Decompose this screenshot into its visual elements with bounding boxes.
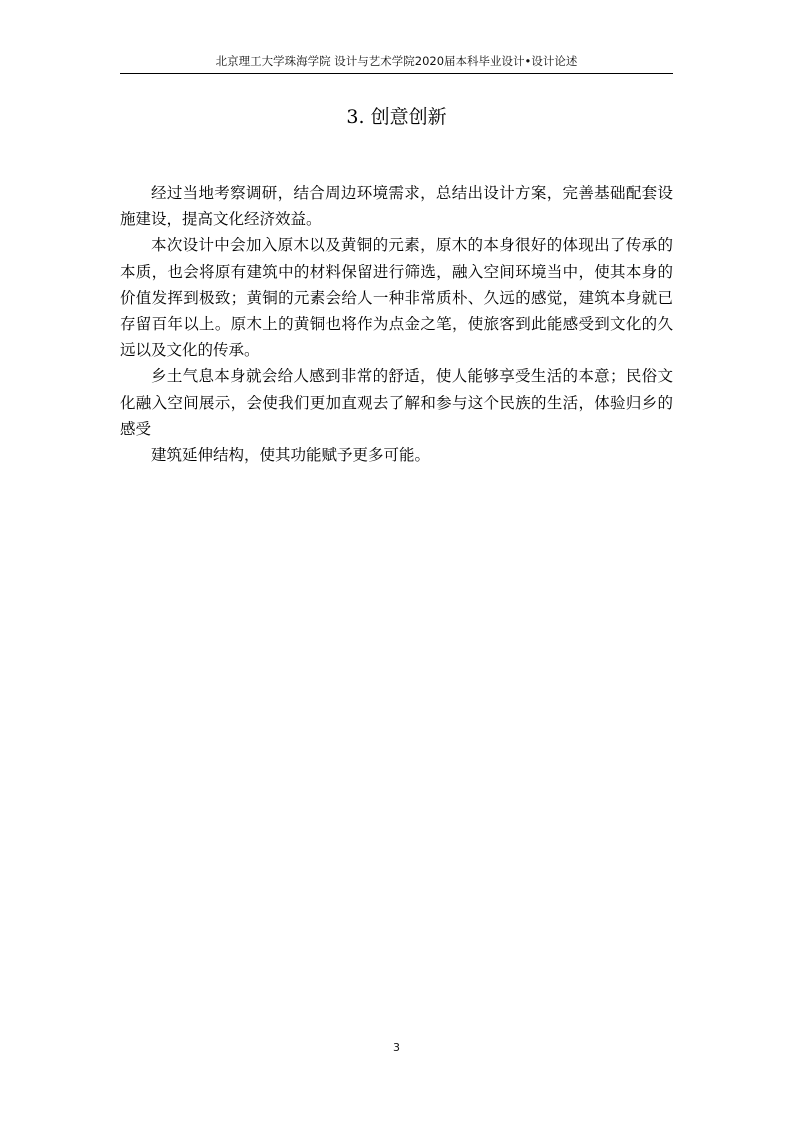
- section-title: 3. 创意创新: [346, 106, 447, 128]
- paragraph-materials: 本次设计中会加入原木以及黄铜的元素，原木的本身很好的体现出了传承的本质，也会将原有建筑中的材料保留进行筛选，融入空间环境当中，使其本身的价值发挥到极致；黄铜的元素会给人一种非常质朴、久远的感觉，建筑本身就已存留百年以上。原木上的黄铜也将作为点金之笔，使旅客到此能感受到文化的久远以及文化的传承。: [120, 236, 673, 360]
- header-divider: [120, 73, 673, 74]
- paragraph-folk-culture: 乡土气息本身就会给人感到非常的舒适，使人能够享受生活的本意；民俗文化融入空间展示，会使我们更加直观去了解和参与这个民族的生活，体验归乡的感受: [120, 367, 673, 438]
- paragraph-structure: 建筑延伸结构，使其功能赋予更多可能。: [151, 446, 431, 465]
- page-number: 3: [393, 1041, 400, 1054]
- paragraph-design-plan: 经过当地考察调研，结合周边环境需求，总结出设计方案，完善基础配套设施建设，提高文化经济效益。: [120, 184, 673, 229]
- body-text: [120, 180, 673, 468]
- running-header: 北京理工大学珠海学院 设计与艺术学院2020届本科毕业设计•设计论述: [215, 54, 578, 68]
